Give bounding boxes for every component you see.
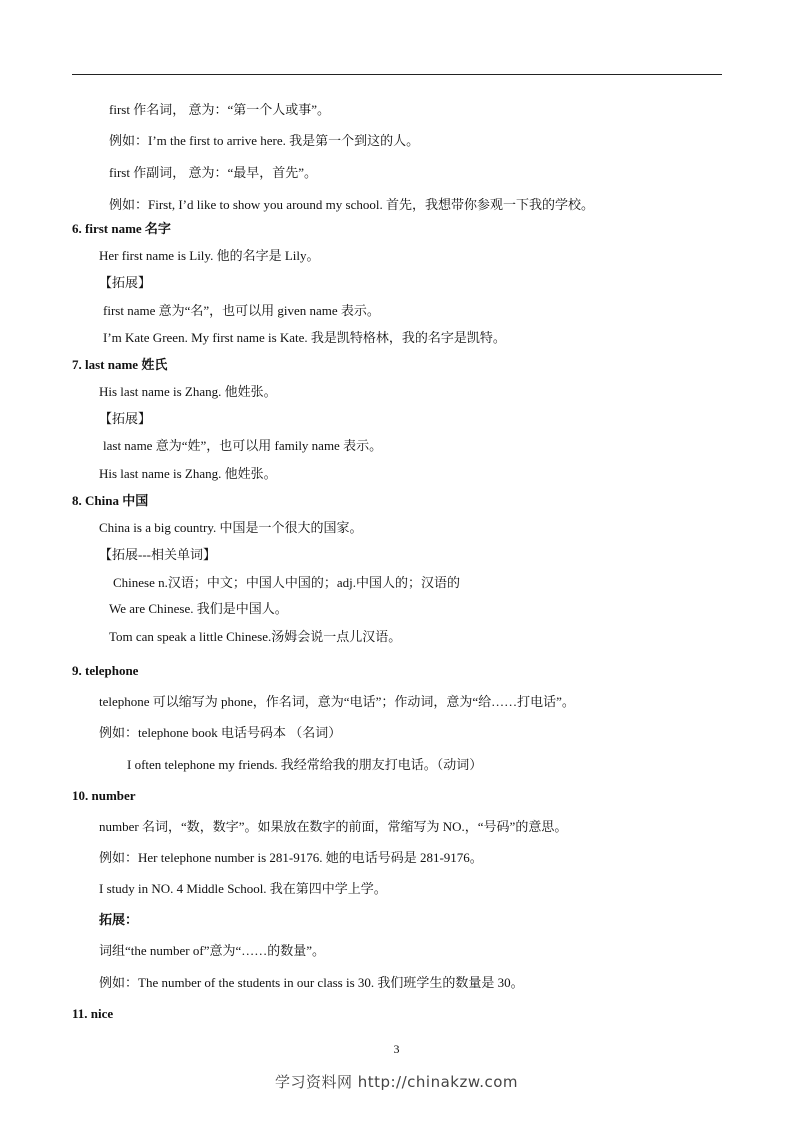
header-rule (72, 74, 722, 75)
text-line: 【拓展---相关单词】 (99, 547, 216, 562)
text-line: I study in NO. 4 Middle School. 我在第四中学上学。 (99, 881, 387, 896)
text-line: 例如：Her telephone number is 281-9176. 她的电话号码是 281-9176。 (99, 850, 483, 865)
section-heading: 9. telephone (72, 663, 139, 678)
text-line: His last name is Zhang. 他姓张。 (99, 384, 277, 399)
text-line: telephone 可以缩写为 phone，作名词，意为“电话”；作动词，意为“给……打电话”。 (99, 694, 575, 709)
text-line: We are Chinese. 我们是中国人。 (109, 601, 288, 616)
section-heading: 10. number (72, 788, 136, 803)
text-line: 例如：I’m the first to arrive here. 我是第一个到这的人。 (109, 133, 420, 148)
text-line: I’m Kate Green. My first name is Kate. 我是凯特格林，我的名字是凯特。 (103, 330, 506, 345)
text-line: number 名词，“数，数字”。如果放在数字的前面，常缩写为 NO.，“号码”的意思。 (99, 819, 568, 834)
text-line: His last name is Zhang. 他姓张。 (99, 466, 277, 481)
text-line: Chinese n.汉语；中文；中国人中国的；adj.中国人的；汉语的 (113, 575, 461, 590)
section-heading: 6. first name 名字 (72, 221, 171, 236)
section-heading: 11. nice (72, 1006, 114, 1021)
section-heading: 8. China 中国 (72, 493, 149, 508)
text-line: first name 意为“名”，也可以用 given name 表示。 (103, 303, 380, 318)
text-line: 词组“the number of”意为“……的数量”。 (99, 943, 326, 958)
text-line: 例如：telephone book 电话号码本 （名词） (99, 725, 342, 740)
text-line: last name 意为“姓”，也可以用 family name 表示。 (103, 438, 383, 453)
section-heading: 7. last name 姓氏 (72, 357, 168, 372)
text-line-bold: 拓展： (99, 912, 139, 927)
text-line: 例如：First, I’d like to show you around my school. 首先，我想带你参观一下我的学校。 (109, 197, 594, 212)
text-line: Tom can speak a little Chinese.汤姆会说一点儿汉语。 (109, 629, 402, 644)
text-line: first 作名词， 意为：“第一个人或事”。 (109, 102, 330, 117)
text-line: first 作副词， 意为：“最早，首先”。 (109, 165, 317, 180)
page-number: 3 (393, 1042, 400, 1056)
text-line: 例如：The number of the students in our class is 30. 我们班学生的数量是 30。 (99, 975, 524, 990)
footer-watermark: 学习资料网 http://chinakzw.com (274, 1073, 519, 1091)
text-line: China is a big country. 中国是一个很大的国家。 (99, 520, 363, 535)
text-line: Her first name is Lily. 他的名字是 Lily。 (99, 248, 320, 263)
text-line: 【拓展】 (99, 275, 152, 290)
text-line: I often telephone my friends. 我经常给我的朋友打电话。（动词） (127, 757, 483, 772)
text-line: 【拓展】 (99, 411, 152, 426)
